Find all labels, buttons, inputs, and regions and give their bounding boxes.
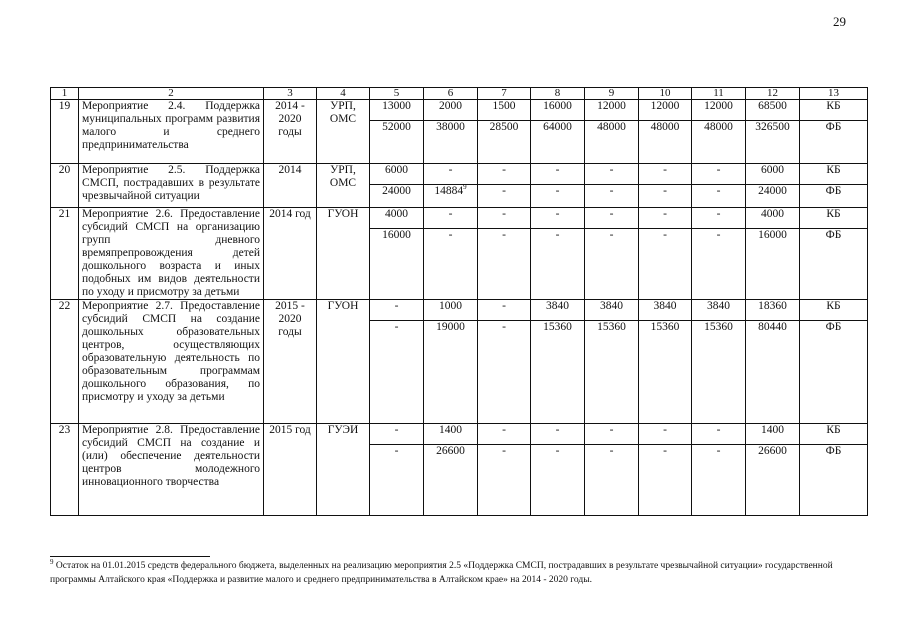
measure-description: Мероприятие 2.8. Предоставление субсидий СМСП на создание и (или) обеспечение деятельности центров молодежного инновационного творчества (79, 424, 264, 516)
regional-budget-value: 2000 (424, 100, 478, 121)
cell-value: 15360 (597, 321, 626, 333)
table-row (51, 300, 868, 321)
cell-value: 326500 (755, 121, 790, 133)
funding-source: ФБ (800, 321, 868, 424)
federal-budget-value (478, 445, 531, 516)
table-row (51, 164, 868, 185)
regional-budget-value: 4000 (746, 208, 800, 229)
federal-budget-value (370, 321, 424, 424)
executor: УРП, ОМС (317, 164, 370, 208)
regional-budget-value: - (639, 424, 692, 445)
cell-value: - (448, 229, 453, 241)
cell-value: - (609, 185, 614, 197)
regional-budget-value: 12000 (585, 100, 639, 121)
regional-budget-value: 1000 (424, 300, 478, 321)
executor: УРП, ОМС (317, 100, 370, 164)
column-number: 3 (264, 88, 317, 100)
regional-budget-value: - (370, 300, 424, 321)
regional-budget-value: - (692, 424, 746, 445)
column-number: 7 (478, 88, 531, 100)
federal-budget-value (424, 121, 478, 164)
federal-budget-value (746, 445, 800, 516)
page-number: 29 (833, 14, 846, 29)
executor: ГУЭИ (317, 424, 370, 516)
period: 2014 год (264, 208, 317, 300)
regional-budget-value: - (639, 164, 692, 185)
column-number: 1 (51, 88, 79, 100)
federal-budget-value (424, 229, 478, 300)
regional-budget-value: 1400 (746, 424, 800, 445)
regional-budget-value: 6000 (370, 164, 424, 185)
regional-budget-value: 1400 (424, 424, 478, 445)
executor: ГУОН (317, 300, 370, 424)
cell-value: - (663, 229, 667, 241)
cell-value: - (663, 445, 667, 457)
column-number: 4 (317, 88, 370, 100)
funding-source: ФБ (800, 185, 868, 208)
federal-budget-value (639, 185, 692, 208)
federal-budget-value (370, 185, 424, 208)
regional-budget-value: - (478, 424, 531, 445)
federal-budget-value (585, 445, 639, 516)
row-number: 23 (51, 424, 79, 516)
period: 2014 - 2020 годы (264, 100, 317, 164)
column-number: 8 (531, 88, 585, 100)
federal-budget-value (692, 185, 746, 208)
cell-value: - (555, 445, 560, 457)
federal-budget-value (639, 229, 692, 300)
cell-value: 15360 (543, 321, 572, 333)
regional-budget-value: - (478, 300, 531, 321)
cell-value: - (716, 229, 721, 241)
cell-value: 28500 (489, 121, 519, 133)
funding-source: КБ (800, 208, 868, 229)
row-number: 22 (51, 300, 79, 424)
cell-value: 19000 (436, 321, 465, 333)
regional-budget-value: 3840 (639, 300, 692, 321)
regional-budget-value: - (531, 208, 585, 229)
federal-budget-value (746, 321, 800, 424)
regional-budget-value: - (531, 424, 585, 445)
cell-value: - (663, 185, 667, 197)
column-number: 13 (800, 88, 868, 100)
funding-source: КБ (800, 424, 868, 445)
cell-value: - (394, 321, 399, 333)
footnote-marker: 9 (50, 557, 54, 566)
funding-source: ФБ (800, 229, 868, 300)
regional-budget-value: - (585, 208, 639, 229)
cell-value: 24000 (382, 185, 411, 197)
federal-budget-value (531, 321, 585, 424)
regional-budget-value: - (370, 424, 424, 445)
measure-description: Мероприятие 2.7. Предоставление субсидий СМСП на создание дошкольных образовательных центров, осуществляющих образовательную деятельность по образовательным программам дошкольного образования, по присмотру и уходу за детьми (79, 300, 264, 424)
federal-budget-value (531, 445, 585, 516)
table-row (51, 424, 868, 445)
cell-value: - (502, 185, 506, 197)
regional-budget-value: - (478, 208, 531, 229)
cell-value: 26600 (436, 445, 465, 457)
federal-budget-value (639, 445, 692, 516)
cell-value: 15360 (704, 321, 733, 333)
federal-budget-value (531, 185, 585, 208)
federal-budget-value (424, 185, 478, 208)
footnote-text: Остаток на 01.01.2015 средств федерального бюджета, выделенных на реализацию мероприятия 2.5 «Поддержка СМСП, пострадавших в результате чрезвычайной ситуации» государственной программы Алтайского края «Поддержка и развитие малого и среднего предпринимательства в Алтайском крае» на 2014 - 2020 годы. (50, 561, 833, 585)
cell-value: - (555, 229, 560, 241)
regional-budget-value: - (692, 208, 746, 229)
federal-budget-value (370, 445, 424, 516)
measure-description: Мероприятие 2.5. Поддержка СМСП, пострадавших в результате чрезвычайной ситуации (79, 164, 264, 208)
federal-budget-value (692, 321, 746, 424)
column-number: 12 (746, 88, 800, 100)
footnote (50, 559, 864, 587)
federal-budget-value (478, 321, 531, 424)
cell-value: 24000 (758, 185, 787, 197)
table-row (51, 100, 868, 121)
federal-budget-value (692, 229, 746, 300)
federal-budget-value (370, 121, 424, 164)
cell-value: 48000 (650, 121, 680, 133)
funding-source: КБ (800, 300, 868, 321)
cell-value: 26600 (758, 445, 787, 457)
regional-budget-value: - (531, 164, 585, 185)
column-number: 10 (639, 88, 692, 100)
cell-value: - (502, 445, 506, 457)
funding-source: ФБ (800, 445, 868, 516)
funding-table (50, 87, 868, 516)
federal-budget-value (639, 121, 692, 164)
cell-value: - (609, 445, 614, 457)
federal-budget-value (692, 445, 746, 516)
regional-budget-value: 6000 (746, 164, 800, 185)
cell-value: - (502, 229, 506, 241)
federal-budget-value (692, 121, 746, 164)
cell-value: - (716, 445, 721, 457)
regional-budget-value: 4000 (370, 208, 424, 229)
regional-budget-value: 68500 (746, 100, 800, 121)
column-number: 2 (79, 88, 264, 100)
column-number: 11 (692, 88, 746, 100)
period: 2014 (264, 164, 317, 208)
cell-value: 80440 (758, 321, 787, 333)
column-number: 9 (585, 88, 639, 100)
federal-budget-value (478, 229, 531, 300)
federal-budget-value (585, 321, 639, 424)
regional-budget-value: 3840 (585, 300, 639, 321)
column-number-row (51, 88, 868, 100)
cell-value: - (609, 229, 614, 241)
period: 2015 - 2020 годы (264, 300, 317, 424)
column-number: 6 (424, 88, 478, 100)
regional-budget-value: - (478, 164, 531, 185)
cell-value: 38000 (436, 121, 465, 133)
column-number: 5 (370, 88, 424, 100)
cell-value: 52000 (382, 121, 411, 133)
funding-source: КБ (800, 100, 868, 121)
federal-budget-value (478, 185, 531, 208)
federal-budget-value (531, 229, 585, 300)
regional-budget-value: - (585, 424, 639, 445)
federal-budget-value (746, 185, 800, 208)
cell-value: 16000 (758, 229, 787, 241)
regional-budget-value: 12000 (692, 100, 746, 121)
funding-source: ФБ (800, 121, 868, 164)
measure-description: Мероприятие 2.6. Предоставление субсидий СМСП на организацию групп дневного времяпрепровождения детей дошкольного возраста и иных подобных им видов деятельности по уходу и присмотру за детьми (79, 208, 264, 300)
table-row (51, 208, 868, 229)
regional-budget-value: - (424, 208, 478, 229)
row-number: 19 (51, 100, 79, 164)
federal-budget-value (746, 229, 800, 300)
measure-description: Мероприятие 2.4. Поддержка муниципальных программ развития малого и среднего предпринимательства (79, 100, 264, 164)
footnote-reference: 9 (463, 183, 467, 192)
cell-value: 14884 (434, 185, 464, 197)
regional-budget-value: - (692, 164, 746, 185)
cell-value: - (394, 445, 399, 457)
regional-budget-value: 18360 (746, 300, 800, 321)
federal-budget-value (585, 185, 639, 208)
federal-budget-value (639, 321, 692, 424)
regional-budget-value: 1500 (478, 100, 531, 121)
cell-value: - (716, 185, 721, 197)
regional-budget-value: - (424, 164, 478, 185)
executor: ГУОН (317, 208, 370, 300)
cell-value: 15360 (650, 321, 680, 333)
federal-budget-value (585, 121, 639, 164)
cell-value: - (502, 321, 506, 333)
period: 2015 год (264, 424, 317, 516)
regional-budget-value: 3840 (531, 300, 585, 321)
cell-value: - (555, 185, 560, 197)
regional-budget-value: 12000 (639, 100, 692, 121)
federal-budget-value (531, 121, 585, 164)
footnote-divider (50, 556, 210, 557)
federal-budget-value (746, 121, 800, 164)
row-number: 21 (51, 208, 79, 300)
cell-value: 48000 (704, 121, 733, 133)
cell-value: 64000 (543, 121, 572, 133)
regional-budget-value: 3840 (692, 300, 746, 321)
federal-budget-value (424, 321, 478, 424)
cell-value: 48000 (597, 121, 626, 133)
regional-budget-value: - (585, 164, 639, 185)
federal-budget-value (585, 229, 639, 300)
federal-budget-value (478, 121, 531, 164)
funding-source: КБ (800, 164, 868, 185)
regional-budget-value: - (639, 208, 692, 229)
federal-budget-value (424, 445, 478, 516)
federal-budget-value (370, 229, 424, 300)
row-number: 20 (51, 164, 79, 208)
cell-value: 16000 (382, 229, 411, 241)
regional-budget-value: 13000 (370, 100, 424, 121)
regional-budget-value: 16000 (531, 100, 585, 121)
